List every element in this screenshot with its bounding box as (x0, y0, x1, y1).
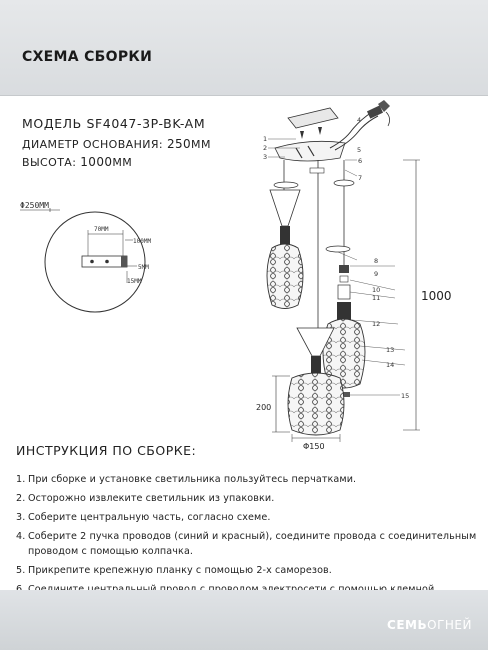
mount-plate (82, 256, 127, 267)
callout-7: 7 (358, 174, 363, 182)
step-number: 2. (16, 493, 26, 504)
callout-15: 15 (401, 392, 410, 400)
brand-light: ОГНЕЙ (427, 618, 472, 632)
callout-14: 14 (386, 361, 395, 369)
diameter-value: 250 (166, 137, 192, 151)
model-label: МОДЕЛЬ (22, 116, 82, 131)
callout-13: 13 (386, 346, 395, 354)
height-unit: ММ (112, 156, 133, 169)
dim-100-label: 100ММ (133, 238, 152, 245)
callout-4: 4 (357, 116, 362, 124)
instructions-title: ИНСТРУКЦИЯ ПО СБОРКЕ: (16, 443, 197, 458)
callout-3: 3 (263, 153, 268, 161)
step-number: 1. (16, 474, 26, 485)
height-value: 1000 (80, 155, 113, 169)
dim-70-label: 70ММ (94, 226, 109, 233)
callout-2: 2 (263, 144, 268, 152)
step-number: 3. (16, 512, 26, 523)
height-label: ВЫСОТА: (22, 156, 77, 169)
instruction-step-4-continuation: проводом с помощью колпачка. (28, 546, 194, 557)
shade-diameter-label: Φ150 (303, 442, 325, 451)
pendant-shade-1 (267, 190, 303, 309)
brand-bold: СЕМЬ (387, 618, 428, 632)
step-number: 4. (16, 531, 26, 542)
callout-9: 9 (374, 270, 379, 278)
callout-12: 12 (372, 320, 381, 328)
dim-15-label: 15ММ (127, 278, 142, 285)
callout-8: 8 (374, 257, 379, 265)
step-text: При сборке и установке светильника пользуйтесь перчатками. (28, 474, 357, 485)
ceiling-parts (268, 100, 390, 176)
callout-11: 11 (372, 294, 381, 302)
instruction-step-1 (16, 470, 482, 489)
callout-6: 6 (358, 157, 363, 165)
step-number: 5. (16, 565, 26, 576)
height-total-label: 1000 (421, 289, 452, 303)
brand-logo (387, 618, 472, 632)
callout-1: 1 (263, 135, 268, 143)
instruction-step-3 (16, 508, 482, 527)
page-title: СХЕМА СБОРКИ (22, 49, 153, 65)
step-text: Соберите центральную часть, согласно схеме. (28, 512, 271, 523)
step-text: Прикрепите крепежную планку с помощью 2-х саморезов. (28, 565, 332, 576)
step-text: Осторожно извлеките светильник из упаковки. (28, 493, 275, 504)
mount-detail (20, 201, 151, 312)
dim-5-label: 5ММ (138, 264, 149, 271)
callout-5: 5 (357, 146, 362, 154)
step-text: Соберите 2 пучка проводов (синий и красный), соедините провода с соединительным (28, 531, 477, 542)
diameter-unit: ММ (191, 138, 211, 151)
base-diameter-label: Φ250ММ (20, 201, 49, 210)
shade-height-label: 200 (256, 403, 272, 412)
model-value: SF4047-3P-BK-AM (86, 116, 206, 131)
instruction-step-2 (16, 489, 482, 508)
callout-10: 10 (372, 286, 381, 294)
instruction-step-5 (16, 561, 482, 580)
diameter-label: ДИАМЕТР ОСНОВАНИЯ: (22, 138, 164, 151)
